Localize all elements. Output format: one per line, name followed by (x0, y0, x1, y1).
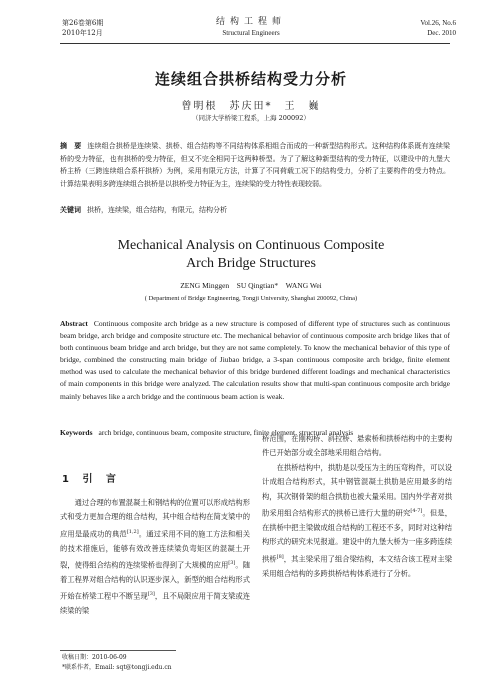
affiliation-cn: （同济大学桥梁工程系，上海 200092） (192, 114, 310, 122)
text-run: 。随着工程界对组合结构的认识逐步深入，新型的组合结构形式开始在桥梁工程中不断呈现 (60, 560, 251, 601)
text-run: 在拱桥结构中，拱肋是以受压为主的压弯构件，可以设计成组合结构形式，其中钢管混凝土拱肋是应用最多的结构，其次钢骨架的组合拱肋也被大量采用。国内外学者对拱肋采用组合结构形式的拱桥已进行大量的研究 (262, 462, 452, 518)
authors-cn: 曾明根 苏庆田* 王 巍 (181, 101, 321, 112)
paper-title-en-line2: Arch Bridge Structures (186, 256, 316, 271)
keywords-en-text: arch bridge, continuous beam, composite structure, finite element, structural analysis (98, 428, 354, 437)
section-number: 1 (62, 474, 69, 485)
body-paragraph (60, 496, 250, 619)
paper-title-en-line1: Mechanical Analysis on Continuous Composite (117, 238, 385, 253)
issue-volume-en: Vol.26, No.6 (420, 19, 456, 27)
keywords-cn-label: 关键词 (60, 206, 81, 214)
authors-en: ZENG Minggen SU Qingtian* WANG Wei (180, 281, 322, 290)
issue-volume: 第26卷第6期 (62, 19, 104, 27)
text-run: 。但是，在拱桥中把主梁做成组合结构的工程还不多，同时对这种结构形式的研究未见报道。建设中的九堡大桥为一座多跨连续拱桥 (262, 508, 453, 564)
text-run: 通过合理的布置混凝土和钢结构的位置可以形成结构形式和受力更加合理的组合结构，其中组合结构在简支梁中的应用是最成功的典范 (60, 498, 250, 539)
journal-name (190, 16, 312, 38)
citation: [4-7] (410, 508, 423, 515)
body-column-right (262, 432, 452, 581)
citation: [3] (147, 591, 155, 598)
citation: [1,2] (126, 528, 139, 535)
abstract-cn-label: 摘 要 (60, 142, 82, 150)
footnote (62, 653, 172, 673)
text-run: ，且不局限应用于简支梁或连续梁的梁 (60, 591, 251, 616)
issue-date: 2010年12月 (62, 29, 103, 37)
keywords-en-label: Keywords (60, 428, 93, 437)
citation: [3] (228, 560, 236, 567)
issue-date-en: Dec. 2010 (427, 29, 456, 37)
body-column-left (60, 496, 250, 619)
section-title: 引 言 (82, 474, 116, 485)
contact-email: *联系作者，Email: sqt@tongji.edu.cn (62, 664, 172, 671)
body-paragraph: 桥范围，在刚构桥、斜拉桥、悬索桥和拱桥结构中的主要构件已开始部分或全部地采用组合结构。 (262, 434, 452, 458)
abstract-en-label: Abstract (60, 319, 88, 328)
paper-title-cn: 连续组合拱桥结构受力分析 (154, 70, 347, 88)
text-run: 。通过采用不同的施工方法和相关的技术措施后，能够有效改善连续梁负弯矩区的混凝土开裂，使得组合结构的连续梁桥也得到了大规模的应用 (60, 529, 251, 570)
keywords-cn (60, 204, 450, 216)
citation: [8] (276, 553, 284, 560)
journal-issue (62, 18, 103, 38)
journal-issue-en (420, 18, 456, 38)
section-heading (62, 470, 116, 485)
footnote-rule (60, 650, 176, 651)
body-paragraph (262, 461, 452, 581)
affiliation-en: ( Department of Bridge Engineering, Tongji University, Shanghai 200092, China) (144, 295, 358, 302)
journal-name-en: Structural Engineers (222, 29, 280, 37)
abstract-en-text: Continuous composite arch bridge as a new structure is composed of different type of structures such as continuous beam bridge, arch bridge and composite structure etc. The mechanical behavior of continuous composite arch bridge likes that of both continuous beam bridge and arch bridge, but they are not same completely. To know the mechanical behavior of this type of bridge, combined the constructing main bridge of Jiubao bridge, a 3-span continuous composite arch bridge, finite element method was used to calculate the mechanical behavior of this bridge burdened different loadings and mechanical characteristics of main components in this bridge were analyzed. The calculation results show that multi-span continuous composite arch bridge mainly behaves like a arch bridge and the continuous beam action is weak. (60, 319, 450, 401)
received-date: 收稿日期：2010-06-09 (62, 654, 127, 661)
journal-name-cn: 结构工程师 (215, 17, 286, 27)
paper-title-en (40, 237, 462, 273)
keywords-cn-text: 拱桥，连续梁，组合结构，有限元，结构分析 (87, 206, 227, 214)
abstract-cn-text: 连续组合拱桥是连续梁、拱桥、组合结构等不同结构体系相组合而成的一种新型结构形式。这种结构体系既有连续梁桥的受力特征，也有拱桥的受力特征，但又不完全相同于这两种桥型。为了了解这种新型结构的受力特征，以建设中的九堡大桥主桥（三跨连续组合系杆拱桥）为例，采用有限元方法，计算了不同荷载工况下的结构受力，分析了主要构件的受力特点。计算结果表明多跨连续组合拱桥是以拱桥受力特征为主，连续梁的受力特性表现较弱。 (60, 142, 451, 188)
abstract-cn (60, 140, 450, 190)
text-run: ，其主梁采用了组合梁结构，本文结合该工程对主梁采用组合结构的多跨拱桥结构体系进行了分析。 (262, 554, 453, 578)
header-rule (60, 43, 450, 44)
abstract-en (60, 318, 450, 403)
